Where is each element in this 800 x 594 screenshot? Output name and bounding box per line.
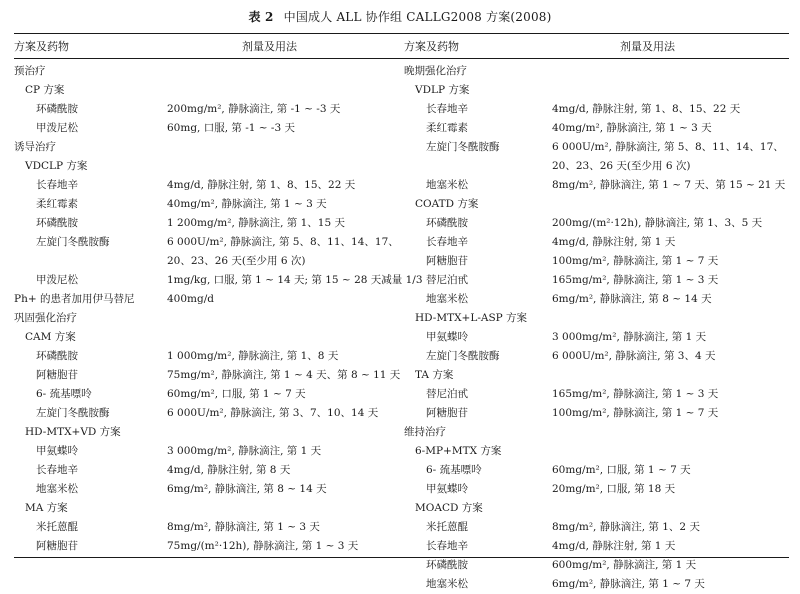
dosage-text: 60mg/m², 口服, 第 1 ~ 7 天 xyxy=(167,388,306,400)
left-column xyxy=(14,40,423,552)
table-row xyxy=(404,233,789,252)
left-rows xyxy=(14,62,423,556)
right-rows xyxy=(404,62,789,594)
drug-name: 甲泼尼松 xyxy=(36,274,78,286)
regimen-label: TA 方案 xyxy=(415,369,454,381)
drug-name: 环磷酰胺 xyxy=(36,217,78,229)
header-rule xyxy=(14,58,789,59)
dosage-text: 200mg/m², 静脉滴注, 第 -1 ~ -3 天 xyxy=(167,103,341,115)
table-row xyxy=(14,404,404,423)
table-row xyxy=(14,328,404,347)
regimen-label: HD-MTX+VD 方案 xyxy=(25,426,121,438)
drug-name: 长春地辛 xyxy=(426,103,468,115)
regimen-label: MOACD 方案 xyxy=(415,502,483,514)
dosage-text: 75mg/m², 静脉滴注, 第 1 ~ 4 天、第 8 ~ 11 天 xyxy=(167,369,401,381)
drug-name: 长春地辛 xyxy=(426,236,468,248)
dosage-text: 4mg/d, 静脉注射, 第 1、8、15、22 天 xyxy=(552,103,741,115)
table-row xyxy=(404,575,789,594)
drug-name: 环磷酰胺 xyxy=(36,103,78,115)
regimen-label: 6-MP+MTX 方案 xyxy=(415,445,502,457)
dosage-text: 40mg/m², 静脉滴注, 第 1 ~ 3 天 xyxy=(167,198,327,210)
dosage-text: 400mg/d xyxy=(167,293,214,305)
dosage-text: 6mg/m², 静脉滴注, 第 1 ~ 7 天 xyxy=(552,578,705,590)
dosage-text: 100mg/m², 静脉滴注, 第 1 ~ 7 天 xyxy=(552,407,719,419)
table-row xyxy=(404,328,789,347)
drug-name: 阿糖胞苷 xyxy=(36,540,78,552)
table-row xyxy=(404,214,789,233)
regimen-label: VDLP 方案 xyxy=(415,84,470,96)
table-row xyxy=(404,176,789,195)
table-row xyxy=(404,252,789,271)
drug-name: 长春地辛 xyxy=(36,464,78,476)
drug-name: 左旋门冬酰胺酶 xyxy=(426,141,500,153)
dosage-text: 4mg/d, 静脉注射, 第 1 天 xyxy=(552,540,676,552)
dosage-text: 3 000mg/m², 静脉滴注, 第 1 天 xyxy=(167,445,322,457)
table-row xyxy=(404,138,789,176)
drug-name: 甲氨蝶呤 xyxy=(36,445,78,457)
dosage-text: 6mg/m², 静脉滴注, 第 8 ~ 14 天 xyxy=(552,293,712,305)
dosage-text: 8mg/m², 静脉滴注, 第 1、2 天 xyxy=(552,521,700,533)
phase-label: Ph+ 的患者加用伊马替尼 xyxy=(14,293,135,305)
drug-name: 阿糖胞苷 xyxy=(426,255,468,267)
drug-name: 阿糖胞苷 xyxy=(426,407,468,419)
table-row xyxy=(404,556,789,575)
header-regimen: 方案及药物 xyxy=(404,40,459,53)
table-row xyxy=(404,537,789,556)
table-row xyxy=(14,62,404,81)
regimen-label: HD-MTX+L-ASP 方案 xyxy=(415,312,528,324)
table-row xyxy=(404,423,789,442)
header-dosage: 剂量及用法 xyxy=(242,40,297,53)
dosage-text: 4mg/d, 静脉注射, 第 8 天 xyxy=(167,464,291,476)
regimen-label: VDCLP 方案 xyxy=(25,160,88,172)
right-column-header xyxy=(404,40,789,54)
table-row xyxy=(404,385,789,404)
dosage-text: 8mg/m², 静脉滴注, 第 1 ~ 3 天 xyxy=(167,521,320,533)
phase-label: 预治疗 xyxy=(14,65,46,77)
table-row xyxy=(14,480,404,499)
drug-name: 地塞米松 xyxy=(426,293,468,305)
table-row xyxy=(404,499,789,518)
table-row xyxy=(14,518,404,537)
drug-name: 左旋门冬酰胺酶 xyxy=(426,350,500,362)
drug-name: 替尼泊甙 xyxy=(426,274,468,286)
dosage-text: 1 000mg/m², 静脉滴注, 第 1、8 天 xyxy=(167,350,339,362)
dosage-text: 6mg/m², 静脉滴注, 第 8 ~ 14 天 xyxy=(167,483,327,495)
table-row xyxy=(404,366,789,385)
drug-name: 环磷酰胺 xyxy=(36,350,78,362)
table-row xyxy=(404,290,789,309)
drug-name: 左旋门冬酰胺酶 xyxy=(36,407,110,419)
phase-label: 晚期强化治疗 xyxy=(404,65,467,77)
drug-name: 地塞米松 xyxy=(36,483,78,495)
dosage-text: 6 000U/m², 静脉滴注, 第 5、8、11、14、17、20、23、26 天(至少用 6 次) xyxy=(167,236,399,267)
table-row xyxy=(14,176,404,195)
drug-name: 替尼泊甙 xyxy=(426,388,468,400)
table-row xyxy=(14,423,404,442)
dosage-text: 165mg/m², 静脉滴注, 第 1 ~ 3 天 xyxy=(552,274,719,286)
drug-name: 环磷酰胺 xyxy=(426,559,468,571)
header-dosage: 剂量及用法 xyxy=(620,40,675,53)
table-row xyxy=(14,233,404,271)
dosage-text: 3 000mg/m², 静脉滴注, 第 1 天 xyxy=(552,331,707,343)
table-row xyxy=(14,385,404,404)
table-row xyxy=(404,100,789,119)
table-row xyxy=(14,442,404,461)
drug-name: 米托蒽醌 xyxy=(426,521,468,533)
right-column xyxy=(404,40,789,590)
table-row xyxy=(14,100,404,119)
drug-name: 长春地辛 xyxy=(36,179,78,191)
table-row xyxy=(404,347,789,366)
table-row xyxy=(404,309,789,328)
table-row xyxy=(404,480,789,499)
table-row xyxy=(14,81,404,100)
drug-name: 阿糖胞苷 xyxy=(36,369,78,381)
drug-name: 米托蒽醌 xyxy=(36,521,78,533)
table-row xyxy=(14,138,404,157)
table-caption: 中国成人 ALL 协作组 CALLG2008 方案(2008) xyxy=(283,10,552,24)
drug-name: 地塞米松 xyxy=(426,578,468,590)
drug-name: 甲氨蝶呤 xyxy=(426,331,468,343)
drug-name: 6- 巯基嘌呤 xyxy=(426,464,482,476)
drug-name: 环磷酰胺 xyxy=(426,217,468,229)
dosage-text: 8mg/m², 静脉滴注, 第 1 ~ 7 天、第 15 ~ 21 天 xyxy=(552,179,786,191)
drug-name: 甲泼尼松 xyxy=(36,122,78,134)
drug-name: 长春地辛 xyxy=(426,540,468,552)
phase-label: 巩固强化治疗 xyxy=(14,312,77,324)
header-regimen: 方案及药物 xyxy=(14,40,69,53)
drug-name: 6- 巯基嘌呤 xyxy=(36,388,92,400)
drug-name: 左旋门冬酰胺酶 xyxy=(36,236,110,248)
table-title xyxy=(0,8,800,25)
table-row xyxy=(14,499,404,518)
dosage-text: 60mg/m², 口服, 第 1 ~ 7 天 xyxy=(552,464,691,476)
dosage-text: 100mg/m², 静脉滴注, 第 1 ~ 7 天 xyxy=(552,255,719,267)
dosage-text: 4mg/d, 静脉注射, 第 1、8、15、22 天 xyxy=(167,179,356,191)
table-row xyxy=(404,81,789,100)
dosage-text: 60mg, 口服, 第 -1 ~ -3 天 xyxy=(167,122,295,134)
table-row xyxy=(404,195,789,214)
drug-name: 柔红霉素 xyxy=(36,198,78,210)
table-row xyxy=(404,461,789,480)
table-row xyxy=(14,366,404,385)
table-row xyxy=(404,62,789,81)
dosage-text: 200mg/(m²·12h), 静脉滴注, 第 1、3、5 天 xyxy=(552,217,763,229)
table-row xyxy=(14,347,404,366)
table-number: 表 2 xyxy=(248,10,274,24)
regimen-label: CAM 方案 xyxy=(25,331,76,343)
dosage-text: 4mg/d, 静脉注射, 第 1 天 xyxy=(552,236,676,248)
dosage-text: 6 000U/m², 静脉滴注, 第 5、8、11、14、17、20、23、26 天(至少用 6 次) xyxy=(552,141,784,172)
regimen-label: COATD 方案 xyxy=(415,198,479,210)
table-row xyxy=(404,442,789,461)
table-row xyxy=(14,214,404,233)
table-row xyxy=(14,119,404,138)
drug-name: 柔红霉素 xyxy=(426,122,468,134)
phase-label: 维持治疗 xyxy=(404,426,446,438)
dosage-text: 1 200mg/m², 静脉滴注, 第 1、15 天 xyxy=(167,217,346,229)
regimen-label: CP 方案 xyxy=(25,84,65,96)
drug-name: 地塞米松 xyxy=(426,179,468,191)
regimen-label: MA 方案 xyxy=(25,502,68,514)
table-row xyxy=(404,271,789,290)
dosage-text: 6 000U/m², 静脉滴注, 第 3、7、10、14 天 xyxy=(167,407,379,419)
table-row xyxy=(404,119,789,138)
table-row xyxy=(14,309,404,328)
table-row xyxy=(404,404,789,423)
table-row xyxy=(14,290,404,309)
dosage-text: 6 000U/m², 静脉滴注, 第 3、4 天 xyxy=(552,350,716,362)
left-column-header xyxy=(14,40,404,54)
top-rule xyxy=(14,33,789,34)
drug-name: 甲氨蝶呤 xyxy=(426,483,468,495)
table-row xyxy=(14,461,404,480)
table-row xyxy=(14,195,404,214)
table-row xyxy=(404,518,789,537)
dosage-text: 1mg/kg, 口服, 第 1 ~ 14 天; 第 15 ~ 28 天减量 1/3 xyxy=(167,274,423,286)
table-row xyxy=(14,271,423,290)
dosage-text: 600mg/m², 静脉滴注, 第 1 天 xyxy=(552,559,697,571)
dosage-text: 40mg/m², 静脉滴注, 第 1 ~ 3 天 xyxy=(552,122,712,134)
table-row xyxy=(14,157,404,176)
dosage-text: 20mg/m², 口服, 第 18 天 xyxy=(552,483,676,495)
phase-label: 诱导治疗 xyxy=(14,141,56,153)
dosage-text: 165mg/m², 静脉滴注, 第 1 ~ 3 天 xyxy=(552,388,719,400)
table-row xyxy=(14,537,404,556)
dosage-text: 75mg/(m²·12h), 静脉滴注, 第 1 ~ 3 天 xyxy=(167,540,359,552)
